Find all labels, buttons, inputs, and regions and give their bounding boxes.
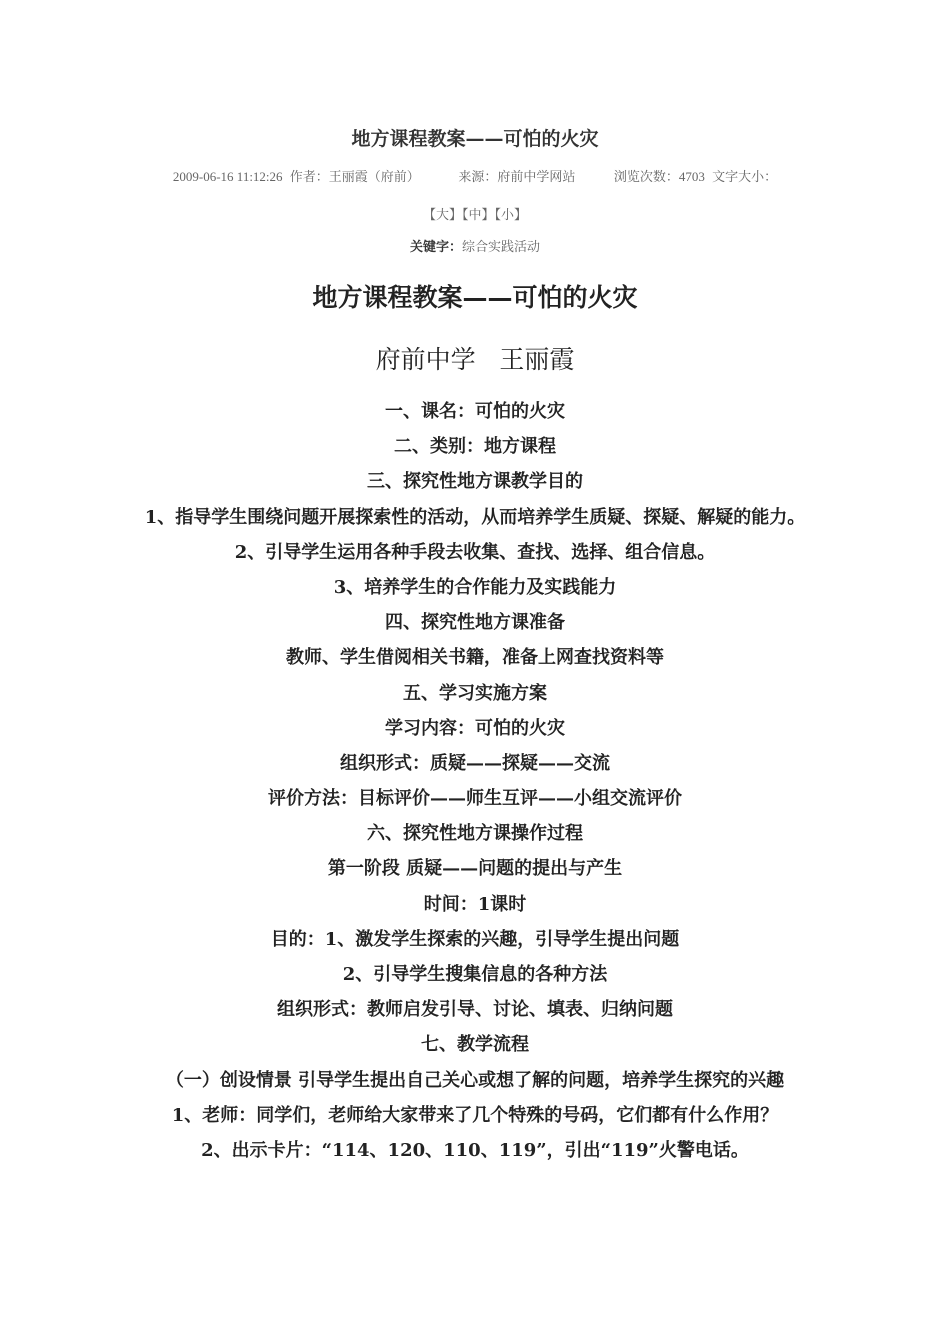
- font-size-controls: [0, 204, 950, 223]
- body-line: 1、老师：同学们，老师给大家带来了几个特殊的号码，它们都有什么作用？: [171, 1104, 779, 1126]
- article-meta: [0, 166, 950, 185]
- body-line: 教师、学生借阅相关书籍，准备上网查找资料等: [286, 647, 664, 669]
- keywords-value: 综合实践活动: [462, 239, 541, 254]
- body-line: 学习内容：可怕的火灾: [385, 717, 565, 739]
- body-line: 四、探究性地方课准备: [385, 612, 565, 634]
- body-line: 1、指导学生围绕问题开展探索性的活动，从而培养学生质疑、探疑、解疑的能力。: [144, 506, 806, 528]
- body-line: （一）创设情景 引导学生提出自己关心或想了解的问题，培养学生探究的兴趣: [165, 1069, 785, 1091]
- article-byline: 府前中学 王丽霞: [375, 345, 575, 374]
- font-size-medium-link[interactable]: 【中】: [461, 207, 495, 222]
- body-line: 五、学习实施方案: [403, 682, 547, 704]
- body-line: 第一阶段 质疑——问题的提出与产生: [327, 858, 623, 880]
- body-line: 评价方法：目标评价——师生互评——小组交流评价: [268, 788, 682, 810]
- body-line: 二、类别：地方课程: [394, 436, 556, 458]
- author-info: 作者：王丽霞（府前）: [289, 169, 420, 184]
- body-line: 一、课名：可怕的火灾: [385, 401, 565, 422]
- keywords-row: [0, 236, 950, 255]
- font-size-large-link[interactable]: 【大】: [422, 207, 462, 222]
- view-count: 浏览次数：4703: [613, 169, 705, 184]
- page-title: 地方课程教案——可怕的火灾: [351, 128, 599, 150]
- body-line: 3、培养学生的合作能力及实践能力: [333, 576, 617, 598]
- body-line: 三、探究性地方课教学目的: [367, 471, 583, 493]
- body-line: 2、引导学生运用各种手段去收集、查找、选择、组合信息。: [234, 541, 716, 563]
- source-info: 来源：府前中学网站: [458, 169, 576, 184]
- article-body: [0, 394, 950, 1168]
- body-line: 2、引导学生搜集信息的各种方法: [342, 964, 608, 985]
- body-line: 目的：1、激发学生探索的兴趣，引导学生提出问题: [270, 928, 680, 950]
- article-title: 地方课程教案——可怕的火灾: [312, 283, 638, 312]
- font-size-label: 文字大小：: [712, 169, 778, 184]
- font-size-small-link[interactable]: 【小】: [494, 207, 528, 222]
- keywords-label: 关键字：: [409, 239, 462, 254]
- body-line: 组织形式：质疑——探疑——交流: [340, 752, 610, 774]
- publish-datetime: 2009-06-16 11:12:26: [172, 169, 283, 184]
- body-line: 组织形式：教师启发引导、讨论、填表、归纳问题: [277, 999, 673, 1021]
- body-line: 六、探究性地方课操作过程: [367, 823, 583, 845]
- body-line: 七、教学流程: [421, 1034, 529, 1056]
- body-line: 时间：1课时: [423, 893, 527, 915]
- body-line: 2、出示卡片：“114、120、110、119”，引出“119”火警电话。: [201, 1139, 749, 1161]
